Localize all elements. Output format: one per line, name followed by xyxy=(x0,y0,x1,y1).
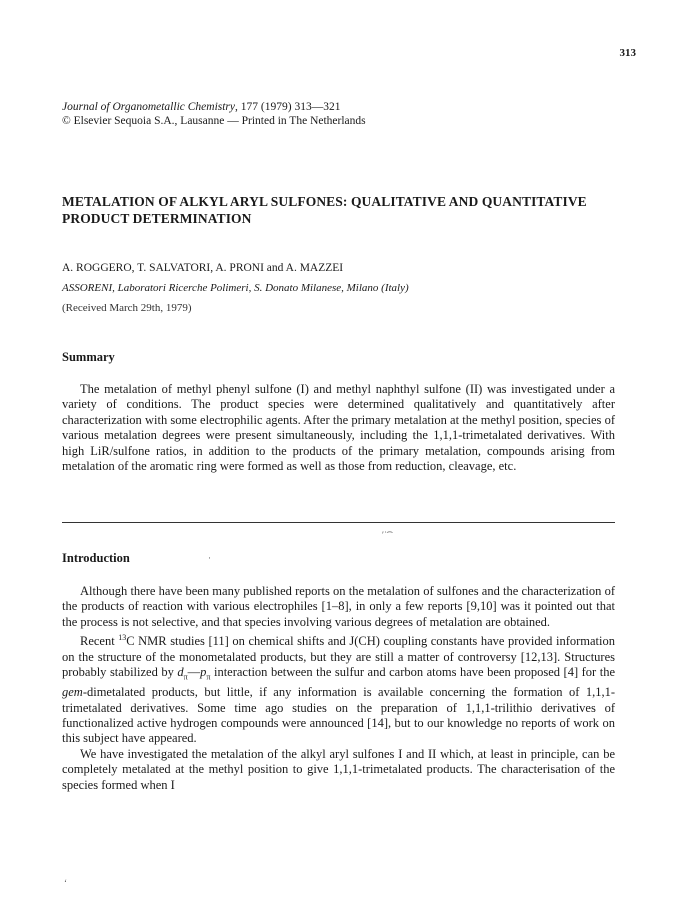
received-date: (Received March 29th, 1979) xyxy=(62,302,192,314)
paper-title: METALATION OF ALKYL ARYL SULFONES: QUALITATIVE AND QUANTITATIVE PRODUCT DETERMINATION xyxy=(62,194,587,226)
summary-body xyxy=(62,382,615,474)
summary-paragraph: The metalation of methyl phenyl sulfone (I) and methyl naphthyl sulfone (II) was investigated under a variety of conditions. The product species were determined qualitatively and quantitatively after characterization with some electrophilic agents. After the primary metalation at the methyl position, species of various metalation degrees were present simultaneously, including the 1,1,1-trimetalated derivatives. With high LiR/sulfone ratios, in addition to the products of the primary metalation, compounds arising from metalation of the aromatic ring were formed as well as those from reduction, cleavage, etc. xyxy=(62,382,615,474)
publisher-line: © Elsevier Sequoia S.A., Lausanne — Printed in The Netherlands xyxy=(62,115,366,127)
stray-mark: ʻ xyxy=(64,878,67,888)
isotope-superscript: 13 xyxy=(118,633,127,643)
stray-mark: · xyxy=(208,553,211,563)
page-number: 313 xyxy=(619,47,636,59)
journal-citation-line xyxy=(62,100,366,114)
author-list: A. ROGGERO, T. SALVATORI, A. PRONI and A. MAZZEI xyxy=(62,262,344,274)
introduction-heading: Introduction xyxy=(62,551,130,565)
intro-paragraph-2: Recent $^{13}$C NMR studies [11] on chemical shifts and J(CH) coupling constants have provided information on the structure of the monometalated products, but they are still a matter of controversy [12,13]. Structures probably stabilized by $d_\pi—p_\pi$ interaction between the sulfur and carbon atoms have been proposed [4] for the gem-dimetalated products, but little, if any information is available concerning the formation of 1,1,1-trimetalated derivatives. Some time ago studies on the preparation of 1,1,1-trilithio derivatives of functionalized active hydrogen compounds were announced [14], but to our knowledge no reports of work on this subject have appeared. xyxy=(62,633,615,746)
gem-italic: gem xyxy=(62,685,83,700)
intro-paragraph-3: We have investigated the metalation of the alkyl aryl sulfones I and II which, at least in principle, can be completely metalated at the methyl position to give 1,1,1-trimetalated products. The characterisation of the species formed when I xyxy=(62,746,615,792)
journal-name: Journal of Organometallic Chemistry xyxy=(62,101,236,113)
journal-citation: , 177 (1979) 313—321 xyxy=(235,101,341,113)
journal-header xyxy=(62,100,366,128)
stray-mark: ′˙͡ xyxy=(382,530,387,540)
summary-heading: Summary xyxy=(62,350,115,364)
intro-paragraph-1: Although there have been many published reports on the metalation of sulfones and the characterization of the products of reaction with various electrophiles [1–8], in only a few reports [9,10] was it pointed out that the process is not selective, and that species involving various degrees of metalation are obtained. xyxy=(62,584,615,629)
section-divider xyxy=(62,522,615,523)
affiliation: ASSORENI, Laboratori Ricerche Polimeri, S. Donato Milanese, Milano (Italy) xyxy=(62,282,409,294)
introduction-body xyxy=(62,584,615,793)
